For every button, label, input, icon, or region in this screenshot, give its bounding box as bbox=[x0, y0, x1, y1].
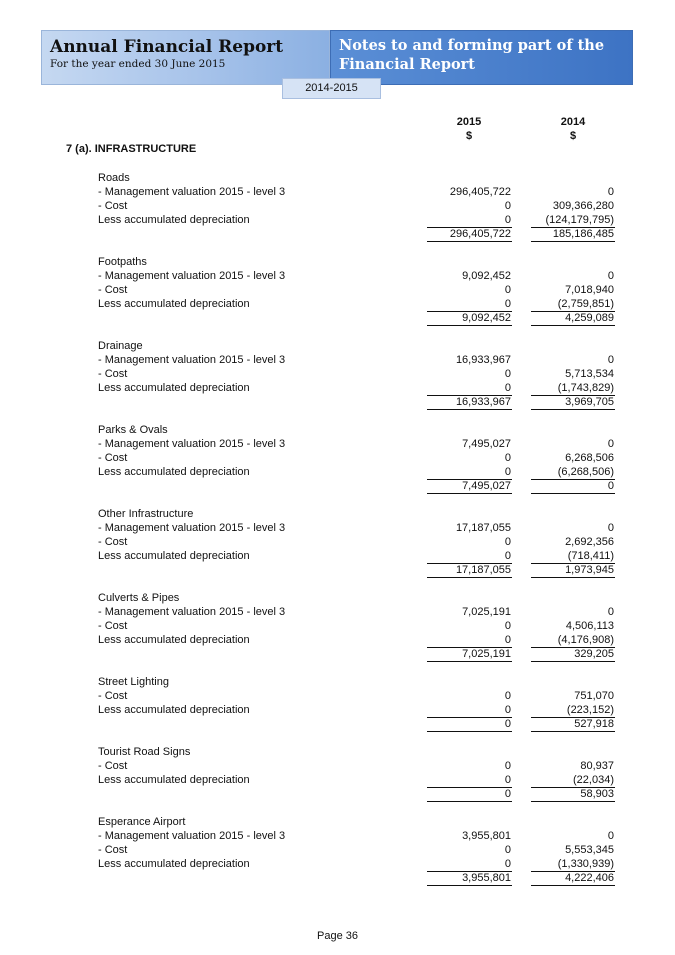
group-heading: Footpaths bbox=[98, 256, 147, 268]
table-row bbox=[0, 549, 675, 563]
group-heading: Drainage bbox=[98, 340, 143, 352]
infrastructure-group bbox=[0, 507, 675, 577]
table-row bbox=[0, 633, 675, 647]
column-year-2015: 2015 bbox=[456, 116, 482, 128]
value-2015: 0 bbox=[504, 536, 511, 548]
value-2014: 6,268,506 bbox=[565, 452, 614, 464]
total-2014: 58,903 bbox=[580, 788, 614, 800]
table-row bbox=[0, 213, 675, 227]
row-label: - Management valuation 2015 - level 3 bbox=[98, 522, 286, 534]
group-heading: Roads bbox=[98, 172, 130, 184]
row-label: - Management valuation 2015 - level 3 bbox=[98, 354, 286, 366]
row-label: Less accumulated depreciation bbox=[98, 704, 250, 716]
total-2014: 1,973,945 bbox=[565, 564, 614, 576]
value-2015: 9,092,452 bbox=[462, 270, 511, 282]
table-row bbox=[0, 185, 675, 199]
total-row bbox=[0, 395, 675, 409]
table-row bbox=[0, 437, 675, 451]
value-2014: 5,713,534 bbox=[565, 368, 614, 380]
table-row bbox=[0, 381, 675, 395]
table-row bbox=[0, 535, 675, 549]
value-2014: (718,411) bbox=[567, 550, 614, 562]
table-row bbox=[0, 465, 675, 479]
total-rule bbox=[531, 801, 615, 802]
total-row bbox=[0, 647, 675, 661]
value-2014: 7,018,940 bbox=[565, 284, 614, 296]
column-year-2014: 2014 bbox=[560, 116, 586, 128]
total-rule bbox=[427, 409, 512, 410]
total-rule bbox=[531, 241, 615, 242]
total-2015: 9,092,452 bbox=[462, 312, 511, 324]
group-heading: Culverts & Pipes bbox=[98, 592, 180, 604]
value-2014: (124,179,795) bbox=[545, 214, 614, 226]
row-label: Less accumulated depreciation bbox=[98, 298, 250, 310]
total-2015: 7,025,191 bbox=[462, 648, 511, 660]
total-2015: 16,933,967 bbox=[455, 396, 511, 408]
value-2014: (22,034) bbox=[573, 774, 614, 786]
row-label: - Cost bbox=[98, 760, 128, 772]
value-2015: 296,405,722 bbox=[449, 186, 511, 198]
table-row bbox=[0, 367, 675, 381]
value-2014: 0 bbox=[607, 606, 614, 618]
total-2014: 4,259,089 bbox=[565, 312, 614, 324]
row-label: - Management valuation 2015 - level 3 bbox=[98, 606, 286, 618]
total-rule bbox=[531, 325, 615, 326]
total-rule bbox=[427, 731, 512, 732]
total-rule bbox=[531, 661, 615, 662]
row-label: - Cost bbox=[98, 844, 128, 856]
value-2014: 4,506,113 bbox=[565, 620, 614, 632]
row-label: - Cost bbox=[98, 536, 128, 548]
page-number: Page 36 bbox=[317, 930, 358, 942]
table-row bbox=[0, 619, 675, 633]
value-2015: 0 bbox=[504, 214, 511, 226]
notes-title: Notes to and forming part of the Financial Report bbox=[339, 37, 605, 73]
value-2014: 0 bbox=[607, 522, 614, 534]
value-2015: 0 bbox=[504, 774, 511, 786]
value-2014: 0 bbox=[607, 830, 614, 842]
infrastructure-group bbox=[0, 339, 675, 409]
value-2014: 5,553,345 bbox=[565, 844, 614, 856]
notes-header-banner bbox=[330, 30, 633, 85]
value-2015: 0 bbox=[504, 550, 511, 562]
table-row bbox=[0, 759, 675, 773]
row-label: - Management valuation 2015 - level 3 bbox=[98, 438, 286, 450]
value-2014: 0 bbox=[607, 270, 614, 282]
total-rule bbox=[427, 493, 512, 494]
table-row bbox=[0, 521, 675, 535]
row-label: - Management valuation 2015 - level 3 bbox=[98, 186, 286, 198]
value-2014: (4,176,908) bbox=[557, 634, 614, 646]
row-label: - Cost bbox=[98, 284, 128, 296]
column-header-2015 bbox=[439, 115, 499, 143]
infrastructure-group bbox=[0, 815, 675, 885]
value-2014: (1,743,829) bbox=[557, 382, 614, 394]
table-row bbox=[0, 451, 675, 465]
value-2015: 0 bbox=[504, 368, 511, 380]
value-2015: 0 bbox=[504, 634, 511, 646]
row-label: Less accumulated depreciation bbox=[98, 774, 250, 786]
value-2015: 0 bbox=[504, 690, 511, 702]
group-heading: Tourist Road Signs bbox=[98, 746, 191, 758]
group-heading: Other Infrastructure bbox=[98, 508, 194, 520]
row-label: - Cost bbox=[98, 452, 128, 464]
value-2014: (6,268,506) bbox=[557, 466, 614, 478]
row-label: Less accumulated depreciation bbox=[98, 858, 250, 870]
infrastructure-group bbox=[0, 745, 675, 801]
value-2015: 0 bbox=[504, 452, 511, 464]
value-2014: 2,692,356 bbox=[565, 536, 614, 548]
total-row bbox=[0, 717, 675, 731]
total-rule bbox=[427, 241, 512, 242]
table-row bbox=[0, 773, 675, 787]
total-row bbox=[0, 227, 675, 241]
report-subtitle: For the year ended 30 June 2015 bbox=[50, 58, 226, 70]
value-2015: 3,955,801 bbox=[462, 830, 511, 842]
total-rule bbox=[531, 885, 615, 886]
total-2015: 17,187,055 bbox=[455, 564, 511, 576]
total-rule bbox=[531, 409, 615, 410]
row-label: - Cost bbox=[98, 368, 128, 380]
value-2015: 0 bbox=[504, 382, 511, 394]
value-2015: 7,025,191 bbox=[462, 606, 511, 618]
total-2014: 329,205 bbox=[574, 648, 614, 660]
table-row bbox=[0, 605, 675, 619]
total-row bbox=[0, 787, 675, 801]
total-2015: 0 bbox=[504, 788, 511, 800]
table-row bbox=[0, 843, 675, 857]
table-row bbox=[0, 829, 675, 843]
column-header-2014 bbox=[543, 115, 603, 143]
table-row bbox=[0, 283, 675, 297]
column-unit-2014: $ bbox=[569, 130, 577, 142]
value-2015: 0 bbox=[504, 760, 511, 772]
value-2014: 751,070 bbox=[574, 690, 614, 702]
row-label: - Management valuation 2015 - level 3 bbox=[98, 830, 286, 842]
total-2015: 0 bbox=[504, 718, 511, 730]
infrastructure-group bbox=[0, 171, 675, 241]
value-2014: (2,759,851) bbox=[557, 298, 614, 310]
row-label: - Cost bbox=[98, 690, 128, 702]
row-label: Less accumulated depreciation bbox=[98, 214, 250, 226]
table-row bbox=[0, 689, 675, 703]
total-rule bbox=[427, 661, 512, 662]
total-rule bbox=[427, 577, 512, 578]
total-rule bbox=[427, 885, 512, 886]
row-label: Less accumulated depreciation bbox=[98, 466, 250, 478]
total-row bbox=[0, 563, 675, 577]
total-2014: 527,918 bbox=[574, 718, 614, 730]
year-tab: 2014-2015 bbox=[282, 78, 381, 99]
total-2015: 7,495,027 bbox=[462, 480, 511, 492]
total-2014: 0 bbox=[607, 480, 614, 492]
value-2015: 7,495,027 bbox=[462, 438, 511, 450]
total-rule bbox=[427, 801, 512, 802]
value-2015: 0 bbox=[504, 466, 511, 478]
table-row bbox=[0, 269, 675, 283]
value-2014: 0 bbox=[607, 354, 614, 366]
row-label: Less accumulated depreciation bbox=[98, 382, 250, 394]
total-2015: 296,405,722 bbox=[449, 228, 511, 240]
total-row bbox=[0, 311, 675, 325]
row-label: - Management valuation 2015 - level 3 bbox=[98, 270, 286, 282]
value-2014: 0 bbox=[607, 438, 614, 450]
report-title: Annual Financial Report bbox=[50, 37, 284, 57]
infrastructure-group bbox=[0, 423, 675, 493]
group-heading: Esperance Airport bbox=[98, 816, 186, 828]
row-label: - Cost bbox=[98, 620, 128, 632]
total-2014: 3,969,705 bbox=[565, 396, 614, 408]
value-2015: 0 bbox=[504, 200, 511, 212]
table-row bbox=[0, 857, 675, 871]
group-heading: Street Lighting bbox=[98, 676, 169, 688]
total-row bbox=[0, 871, 675, 885]
table-row bbox=[0, 297, 675, 311]
row-label: Less accumulated depreciation bbox=[98, 550, 250, 562]
value-2014: (223,152) bbox=[566, 704, 614, 716]
column-unit-2015: $ bbox=[465, 130, 473, 142]
total-row bbox=[0, 479, 675, 493]
value-2014: 309,366,280 bbox=[552, 200, 614, 212]
table-row bbox=[0, 703, 675, 717]
value-2015: 0 bbox=[504, 704, 511, 716]
infrastructure-group bbox=[0, 255, 675, 325]
total-2015: 3,955,801 bbox=[462, 872, 511, 884]
infrastructure-group bbox=[0, 675, 675, 731]
total-2014: 4,222,406 bbox=[565, 872, 614, 884]
table-row bbox=[0, 353, 675, 367]
value-2014: (1,330,939) bbox=[557, 858, 614, 870]
row-label: Less accumulated depreciation bbox=[98, 634, 250, 646]
total-rule bbox=[531, 731, 615, 732]
value-2015: 0 bbox=[504, 298, 511, 310]
total-rule bbox=[427, 325, 512, 326]
table-row bbox=[0, 199, 675, 213]
value-2015: 0 bbox=[504, 284, 511, 296]
group-heading: Parks & Ovals bbox=[98, 424, 168, 436]
total-rule bbox=[531, 493, 615, 494]
value-2015: 0 bbox=[504, 620, 511, 632]
value-2015: 16,933,967 bbox=[455, 354, 511, 366]
value-2015: 0 bbox=[504, 844, 511, 856]
report-header-banner bbox=[41, 30, 330, 85]
total-rule bbox=[531, 577, 615, 578]
value-2014: 0 bbox=[607, 186, 614, 198]
value-2015: 0 bbox=[504, 858, 511, 870]
value-2015: 17,187,055 bbox=[455, 522, 511, 534]
section-title: 7 (a). INFRASTRUCTURE bbox=[66, 143, 197, 155]
total-2014: 185,186,485 bbox=[552, 228, 614, 240]
infrastructure-group bbox=[0, 591, 675, 661]
row-label: - Cost bbox=[98, 200, 128, 212]
value-2014: 80,937 bbox=[580, 760, 614, 772]
